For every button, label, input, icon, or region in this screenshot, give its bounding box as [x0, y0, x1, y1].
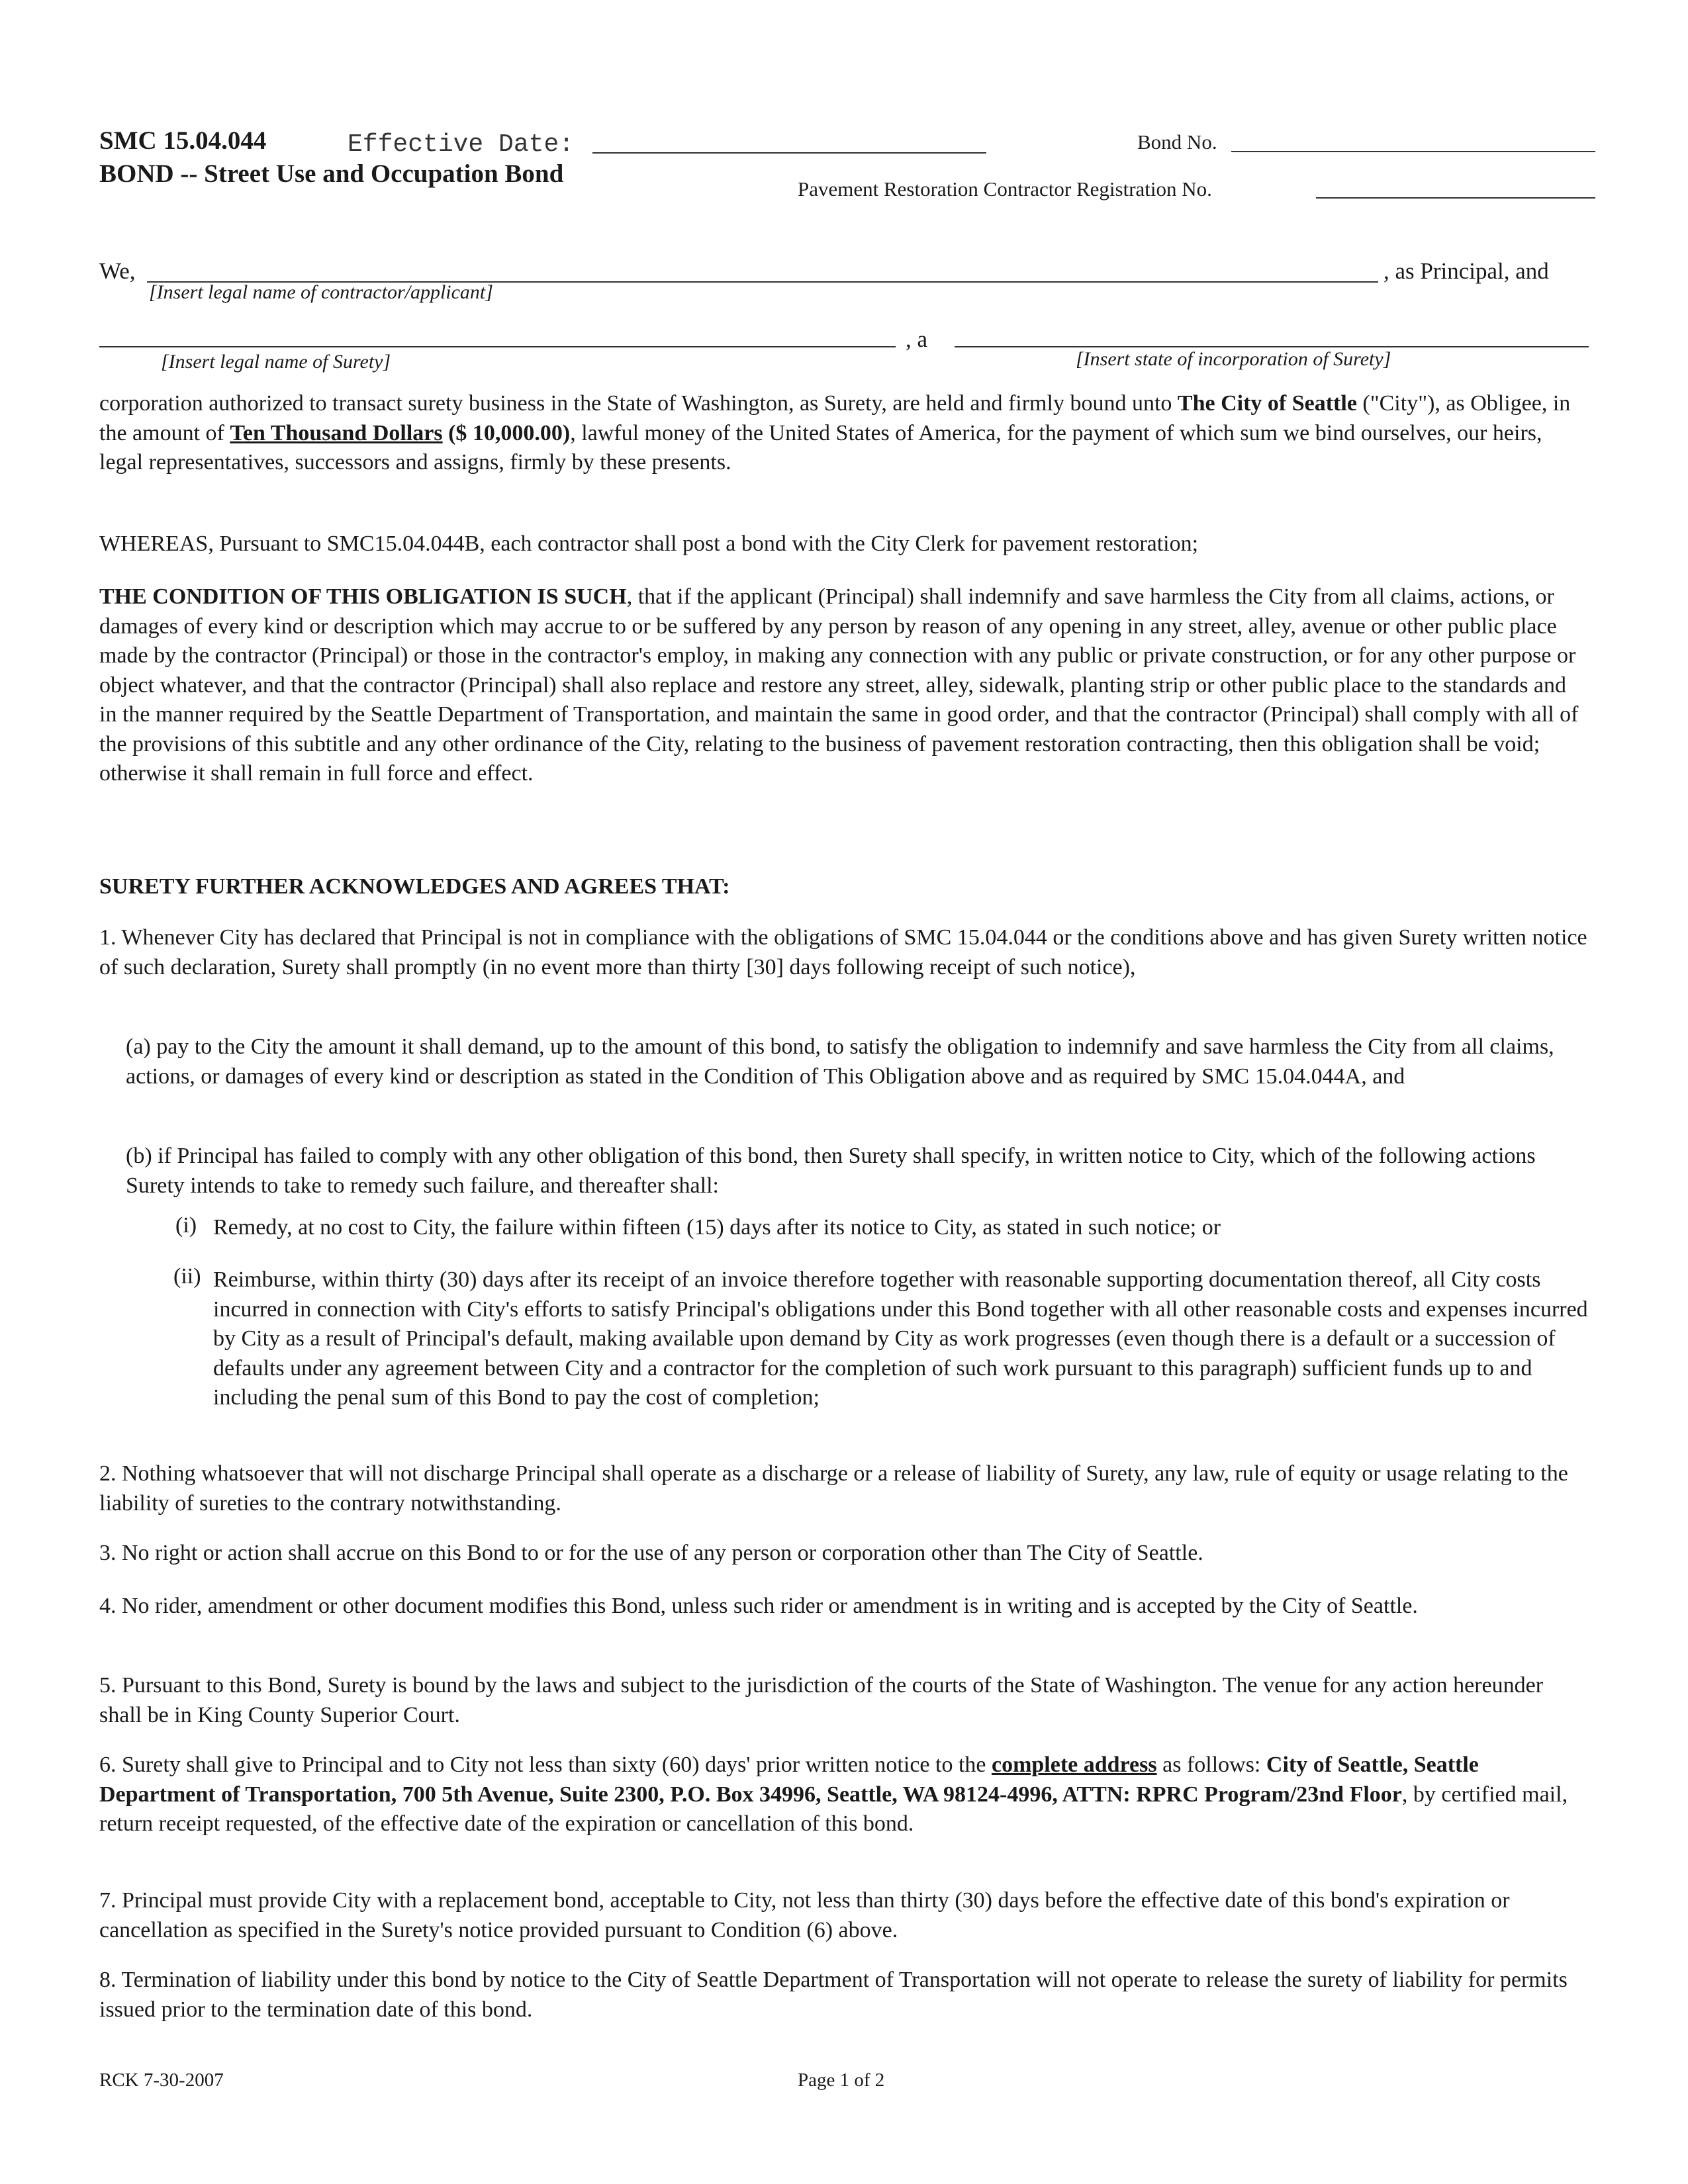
- condition-text: , that if the applicant (Principal) shall indemnify and save harmless the City from all claims, actions, or damages of every kind or description which may accrue to or be suffered by any person by reason of any opening in any street, alley, avenue or other public place made by the contractor (Principal) or those in the contractor's employ, in making any connection with any public or private construction, or for any other purpose or object whatever, and that the contractor (Principal) shall also replace and restore any street, alley, sidewalk, planting strip or other public place to the standards and in the manner required by the Seattle Department of Transportation, and maintain the same in good order, and that the contractor (Principal) shall comply with all of the provisions of this subtitle and any other ordinance of the City, relating to the business of pavement restoration contracting, then this obligation shall be void; otherwise it shall remain in full force and effect.: [99, 584, 1579, 786]
- item-6-post: , by certified mail, return receipt requested, of the effective date of the expiration or cancellation of this bond.: [99, 1782, 1568, 1836]
- principal-and-label: , as Principal, and: [1383, 258, 1549, 284]
- bond-title: BOND -- Street Use and Occupation Bond: [99, 159, 564, 188]
- comma-a-label: , a: [906, 326, 928, 352]
- city-name: The City of Seattle: [1177, 391, 1357, 416]
- item-1b-i-number: (i): [175, 1213, 197, 1238]
- amount-number: ($ 10,000.00): [442, 420, 571, 445]
- item-1: 1. Whenever City has declared that Principal is not in compliance with the obligations of SMC 15.04.044 or the conditions above and has given Surety written notice of such declaration, Surety shall promptly (in no event more than thirty [30] days following receipt of such notice),: [99, 925, 1587, 979]
- intro-paragraph: [99, 389, 1589, 478]
- city-address: City of Seattle, Seattle Department of Transportation, 700 5th Avenue, Suite 2300, P.O. Box 34996, Seattle, WA 98124-4996, ATTN: RPRC Program/23nd Floor: [99, 1752, 1479, 1807]
- complete-address-label: complete address: [991, 1752, 1157, 1777]
- revision-code: RCK 7-30-2007: [99, 2070, 224, 2091]
- effective-date-field[interactable]: [592, 152, 986, 154]
- bond-no-field[interactable]: [1231, 151, 1595, 152]
- item-1b-ii-number: (ii): [173, 1264, 201, 1289]
- item-4: 4. No rider, amendment or other document modifies this Bond, unless such rider or amendment is in writing and is accepted by the City of Seattle.: [99, 1594, 1418, 1618]
- item-8: 8. Termination of liability under this bond by notice to the City of Seattle Department of Transportation will not operate to release the surety of liability for permits issued prior to the termination date of this bond.: [99, 1968, 1568, 2022]
- item-2: 2. Nothing whatsoever that will not discharge Principal shall operate as a discharge or a release of liability of Surety, any law, rule of equity or usage relating to the liability of sureties to the contrary notwithstanding.: [99, 1461, 1568, 1516]
- amount-words: Ten Thousand Dollars: [230, 420, 443, 445]
- bond-no-label: Bond No.: [1137, 130, 1217, 154]
- whereas-paragraph: WHEREAS, Pursuant to SMC15.04.044B, each contractor shall post a bond with the City Clerk for pavement restoration;: [99, 531, 1199, 556]
- item-6: [99, 1751, 1589, 1839]
- item-5: 5. Pursuant to this Bond, Surety is bound by the laws and subject to the jurisdiction of the courts of the State of Washington. The venue for any action hereunder shall be in King County Superior Court.: [99, 1673, 1544, 1727]
- item-6-pre: 6. Surety shall give to Principal and to City not less than sixty (60) days' prior written notice to the: [99, 1752, 992, 1777]
- intro-text-1: corporation authorized to transact surety business in the State of Washington, as Surety, are held and firmly bound unto: [99, 391, 1178, 416]
- surety-hint: [Insert legal name of Surety]: [161, 351, 391, 373]
- effective-date-label: Effective Date:: [348, 130, 575, 159]
- contractor-hint: [Insert legal name of contractor/applicant]: [149, 281, 493, 303]
- item-1b: (b) if Principal has failed to comply with any other obligation of this bond, then Surety shall specify, in written notice to City, which of the following actions Surety intends to take to remedy such failure, and thereafter shall:: [126, 1144, 1536, 1198]
- item-1b-i: Remedy, at no cost to City, the failure within fifteen (15) days after its notice to City, as stated in such notice; or: [213, 1215, 1221, 1240]
- condition-paragraph: [99, 582, 1589, 789]
- item-6-mid: as follows:: [1156, 1752, 1266, 1777]
- intro-text-3: , lawful money of the United States of America, for the payment of which sum we bind ourselves, our heirs, legal representatives, successors and assigns, firmly by these presents.: [99, 420, 1542, 475]
- state-hint: [Insert state of incorporation of Surety]: [1076, 348, 1391, 370]
- item-1a: (a) pay to the City the amount it shall demand, up to the amount of this bond, to satisfy the obligation to indemnify and save harmless the City from all claims, actions, or damages of every kind or description as stated in the Condition of This Obligation above and as required by SMC 15.04.044A, and: [126, 1034, 1554, 1089]
- we-label: We,: [99, 258, 136, 284]
- condition-lead: THE CONDITION OF THIS OBLIGATION IS SUCH: [99, 584, 627, 609]
- registration-no-field[interactable]: [1316, 197, 1595, 199]
- item-7: 7. Principal must provide City with a replacement bond, acceptable to City, not less than thirty (30) days before the effective date of this bond's expiration or cancellation as specified in the Surety's notice provided pursuant to Condition (6) above.: [99, 1888, 1510, 1942]
- intro-text-2: ("City"), as Obligee, in the amount of: [99, 391, 1571, 445]
- surety-name-field[interactable]: [99, 346, 896, 347]
- surety-state-field[interactable]: [955, 346, 1589, 347]
- item-3: 3. No right or action shall accrue on this Bond to or for the use of any person or corporation other than The City of Seattle.: [99, 1541, 1203, 1565]
- registration-label: Pavement Restoration Contractor Registration No.: [798, 177, 1212, 201]
- surety-heading: SURETY FURTHER ACKNOWLEDGES AND AGREES THAT:: [99, 874, 730, 899]
- item-1b-ii: Reimburse, within thirty (30) days after its receipt of an invoice therefore together with reasonable supporting documentation thereof, all City costs incurred in connection with City's efforts to satisfy Principal's obligations under this Bond together with all other reasonable costs and expenses incurred by City as a result of Principal's default, making available upon demand by City as work progresses (even though there is a default or a succession of defaults under any agreement between City and a contractor for the completion of such work pursuant to this paragraph) sufficient funds up to and including the penal sum of this Bond to pay the cost of completion;: [213, 1267, 1588, 1410]
- page-number: Page 1 of 2: [798, 2070, 885, 2091]
- code-heading: SMC 15.04.044: [99, 126, 267, 155]
